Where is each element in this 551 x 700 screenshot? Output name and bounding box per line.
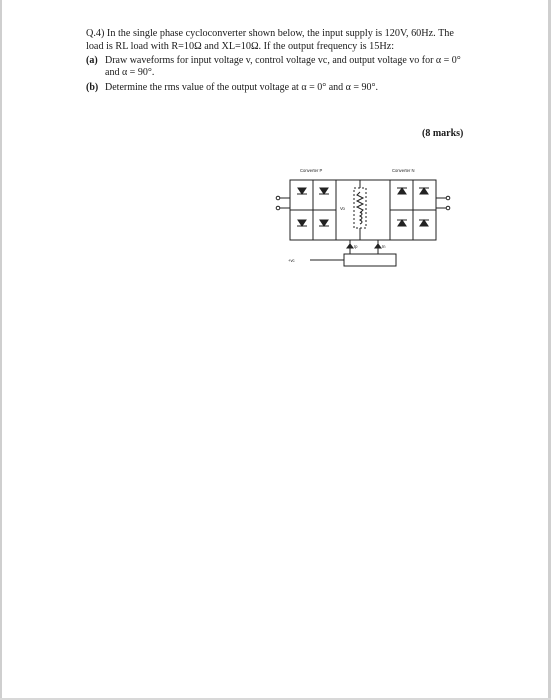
converter-p-label: Converter P <box>300 168 323 173</box>
cycloconverter-circuit-diagram <box>270 158 455 273</box>
question-stem: Q.4) In the single phase cycloconverter shown below, the input supply is 120V, 60Hz. The load is RL load with R=10Ω and XL=10Ω. If the output frequency is 15Hz: <box>86 28 454 52</box>
right-input-terminal-bottom <box>446 206 450 210</box>
thyristor-n3-icon <box>398 220 406 226</box>
load-resistor-icon <box>357 192 363 213</box>
load-inductor-icon <box>360 212 362 224</box>
current-p-arrow-icon <box>347 244 353 248</box>
thyristor-p1-icon <box>298 188 306 194</box>
question-block <box>86 28 461 94</box>
converter-n-label: Converter N <box>392 168 415 173</box>
thyristor-n4-icon <box>420 220 428 226</box>
question-part-a <box>86 55 461 79</box>
thyristor-p3-icon <box>298 220 306 226</box>
control-input-label: +vc <box>288 258 295 263</box>
thyristor-p2-icon <box>320 188 328 194</box>
right-input-terminal-top <box>446 196 450 200</box>
current-n-arrow-icon <box>375 244 381 248</box>
thyristor-n2-icon <box>420 188 428 194</box>
part-b-text: Determine the rms value of the output voltage at α = 0° and α = 90°. <box>105 82 379 94</box>
marks-label: (8 marks) <box>422 128 464 139</box>
part-a-text: Draw waveforms for input voltage v, control voltage vc, and output voltage vo for α = 0° and α = 90°. <box>105 55 461 79</box>
left-input-terminal-top <box>276 196 280 200</box>
left-input-terminal-bottom <box>276 206 280 210</box>
load-voltage-label: Vo <box>340 206 345 211</box>
current-n-label: In <box>382 244 386 249</box>
control-block <box>344 254 396 266</box>
thyristor-n1-icon <box>398 188 406 194</box>
part-a-tag: (a) <box>86 55 98 67</box>
thyristor-p4-icon <box>320 220 328 226</box>
page-left-edge <box>0 0 2 700</box>
part-b-tag: (b) <box>86 82 99 94</box>
current-p-label: Ip <box>354 244 358 249</box>
question-part-b <box>86 82 461 94</box>
